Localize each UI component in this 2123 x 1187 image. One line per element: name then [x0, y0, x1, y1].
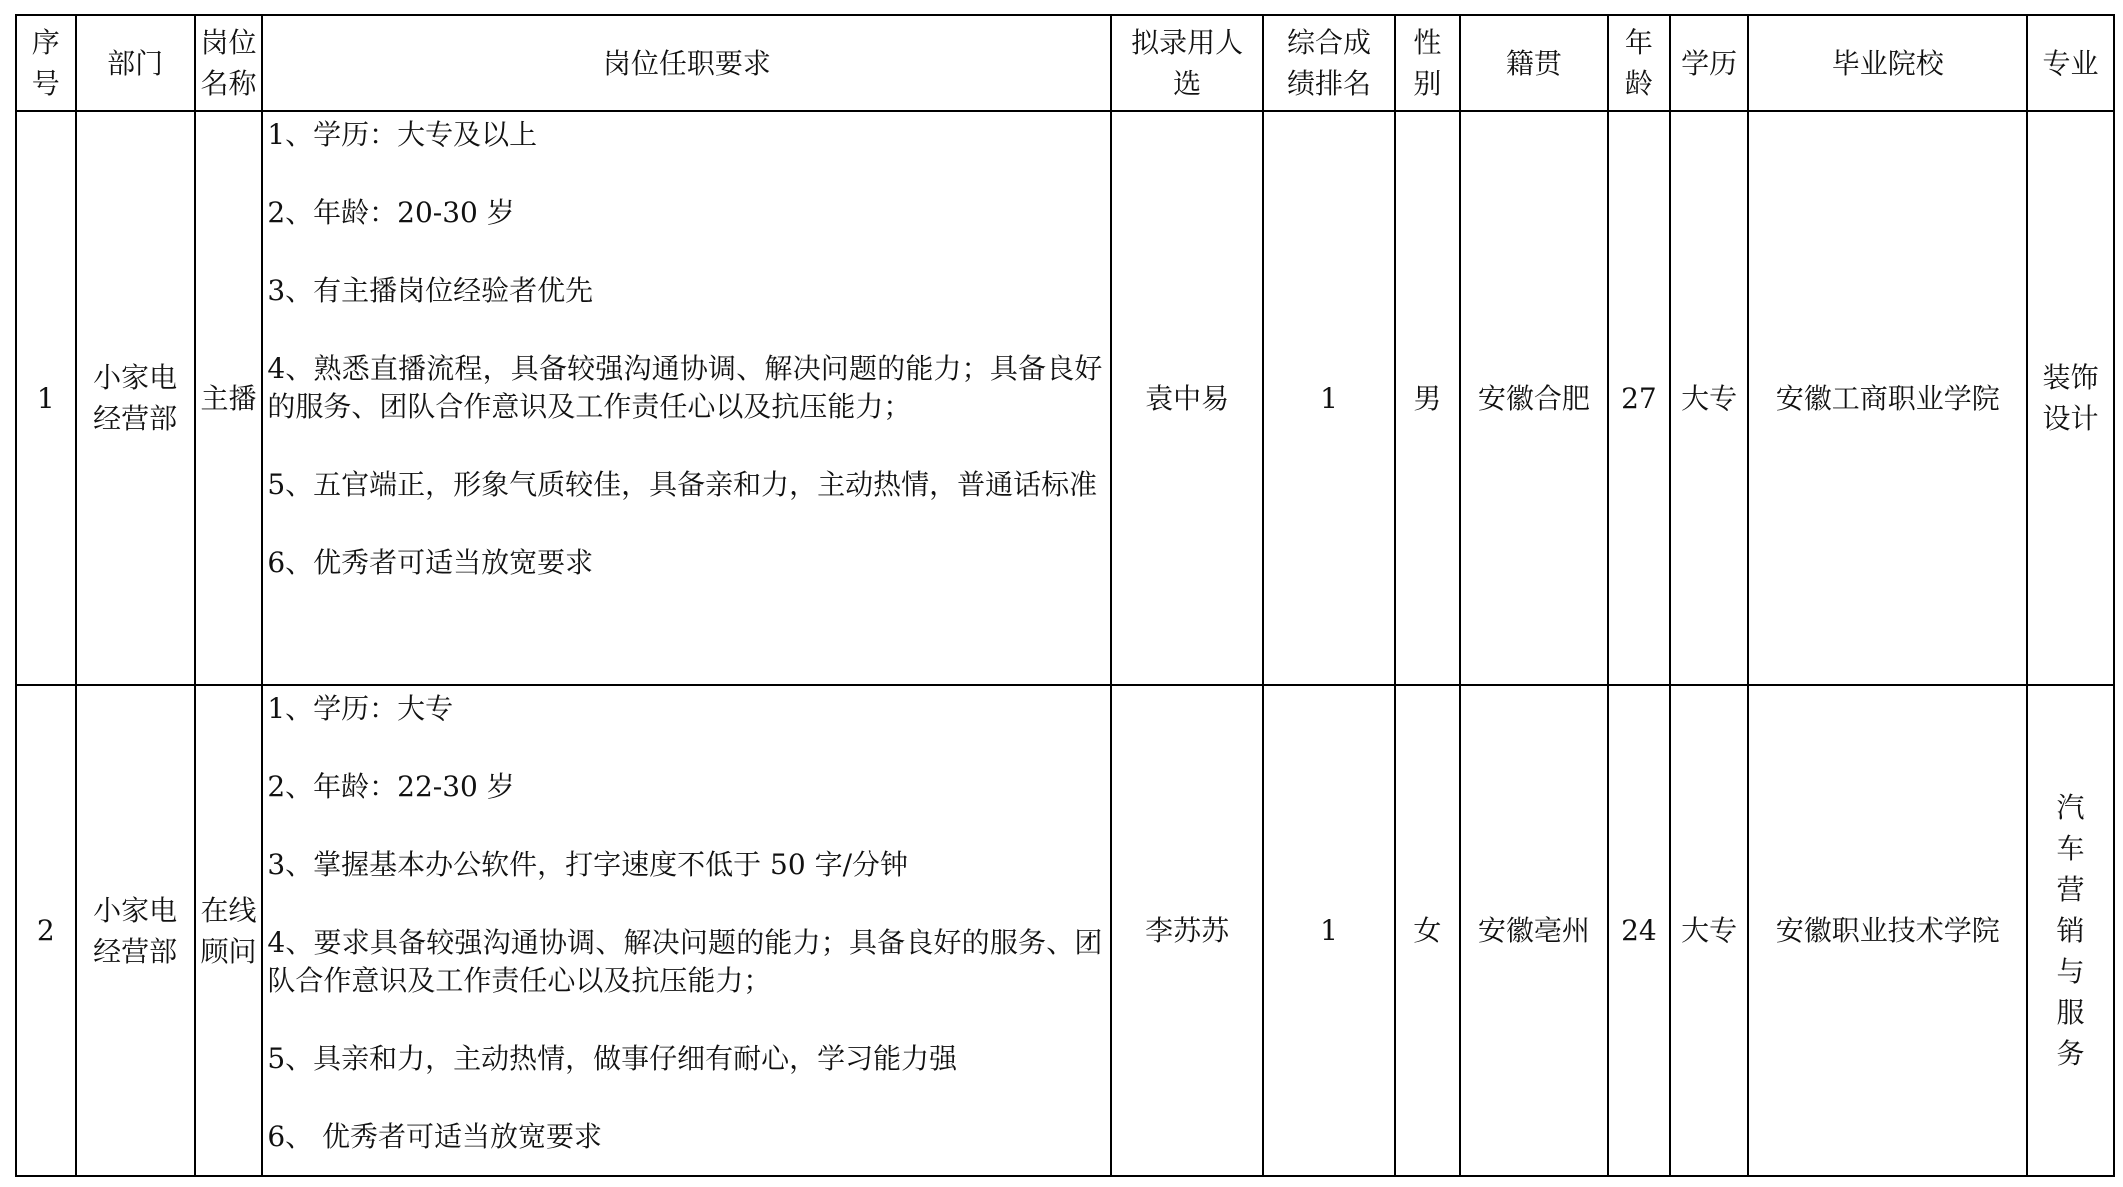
- cell-school: 安徽工商职业学院: [1748, 111, 2027, 685]
- header-school: [1748, 15, 2027, 111]
- cell-education: 大专: [1670, 111, 1749, 685]
- header-department: [76, 15, 195, 111]
- cell-candidate: 李苏苏: [1111, 685, 1262, 1176]
- cell-rank: 1: [1263, 685, 1395, 1176]
- header-rank: [1263, 15, 1395, 111]
- cell-index: 2: [16, 685, 76, 1176]
- header-gender: [1395, 15, 1460, 111]
- recruitment-table: [15, 14, 2115, 1177]
- header-requirements: [262, 15, 1111, 111]
- header-rank-label: 综合成绩排名: [1286, 26, 1371, 100]
- cell-requirements: [262, 685, 1111, 1176]
- cell-education: 大专: [1670, 685, 1749, 1176]
- cell-major: [2027, 111, 2114, 685]
- requirement-item: 1、学历：大专及以上: [267, 118, 538, 151]
- header-education-label: 学历: [1681, 46, 1738, 80]
- cell-position-text: 在线顾问: [200, 893, 257, 968]
- header-index-label: 序号: [31, 26, 60, 100]
- header-position: [195, 15, 263, 111]
- requirement-item: 6、优秀者可适当放宽要求: [267, 546, 594, 579]
- cell-major-text: 装饰设计: [2042, 361, 2099, 435]
- header-gender-label: 性别: [1413, 26, 1442, 100]
- cell-index: 1: [16, 111, 76, 685]
- header-requirements-label: 岗位任职要求: [602, 46, 771, 80]
- cell-gender: 男: [1395, 111, 1460, 685]
- cell-candidate: 袁中易: [1111, 111, 1262, 685]
- cell-department-text: 小家电经营部: [93, 361, 178, 435]
- cell-hometown: 安徽合肥: [1460, 111, 1608, 685]
- header-candidate-label: 拟录用人选: [1131, 26, 1244, 100]
- cell-department: [76, 685, 195, 1176]
- header-hometown: [1460, 15, 1608, 111]
- header-major: [2027, 15, 2114, 111]
- header-hometown-label: 籍贯: [1505, 46, 1562, 80]
- table-row: [16, 111, 2114, 685]
- header-age-label: 年龄: [1624, 26, 1653, 100]
- cell-position: [195, 111, 263, 685]
- cell-major-text: 汽车营销与服务: [2056, 791, 2085, 1070]
- header-candidate: [1111, 15, 1262, 111]
- cell-position: [195, 685, 263, 1176]
- header-department-label: 部门: [107, 46, 164, 80]
- cell-major: [2027, 685, 2114, 1176]
- cell-gender: 女: [1395, 685, 1460, 1176]
- requirement-item: 2、年龄：22-30 岁: [267, 770, 515, 803]
- header-index: [16, 15, 76, 111]
- cell-department: [76, 111, 195, 685]
- requirement-item: 4、要求具备较强沟通协调、解决问题的能力；具备良好的服务、团队合作意识及工作责任心以及抗压能力；: [267, 926, 1103, 997]
- header-row: [16, 15, 2114, 111]
- requirement-item: 5、五官端正，形象气质较佳，具备亲和力，主动热情，普通话标准: [267, 468, 1098, 501]
- cell-hometown: 安徽亳州: [1460, 685, 1608, 1176]
- requirement-item: 5、具亲和力，主动热情，做事仔细有耐心，学习能力强: [267, 1042, 958, 1075]
- cell-requirements: [262, 111, 1111, 685]
- table-row: [16, 685, 2114, 1176]
- cell-age: 24: [1608, 685, 1670, 1176]
- requirement-item: 4、熟悉直播流程，具备较强沟通协调、解决问题的能力；具备良好的服务、团队合作意识及工作责任心以及抗压能力；: [267, 352, 1103, 423]
- cell-age: 27: [1608, 111, 1670, 685]
- cell-department-text: 小家电经营部: [93, 893, 178, 968]
- cell-rank: 1: [1263, 111, 1395, 685]
- cell-position-text: 主播: [200, 381, 257, 415]
- header-major-label: 专业: [2042, 46, 2099, 80]
- header-education: [1670, 15, 1749, 111]
- requirement-item: 1、学历：大专: [267, 692, 454, 725]
- requirement-item: 3、掌握基本办公软件，打字速度不低于 50 字/分钟: [267, 848, 909, 881]
- cell-school: 安徽职业技术学院: [1748, 685, 2027, 1176]
- requirement-item: 3、有主播岗位经验者优先: [267, 274, 594, 307]
- header-position-label: 岗位名称: [200, 26, 257, 100]
- header-school-label: 毕业院校: [1831, 46, 1944, 80]
- requirement-item: 2、年龄：20-30 岁: [267, 196, 515, 229]
- header-age: [1608, 15, 1670, 111]
- requirement-item: 6、 优秀者可适当放宽要求: [267, 1120, 603, 1153]
